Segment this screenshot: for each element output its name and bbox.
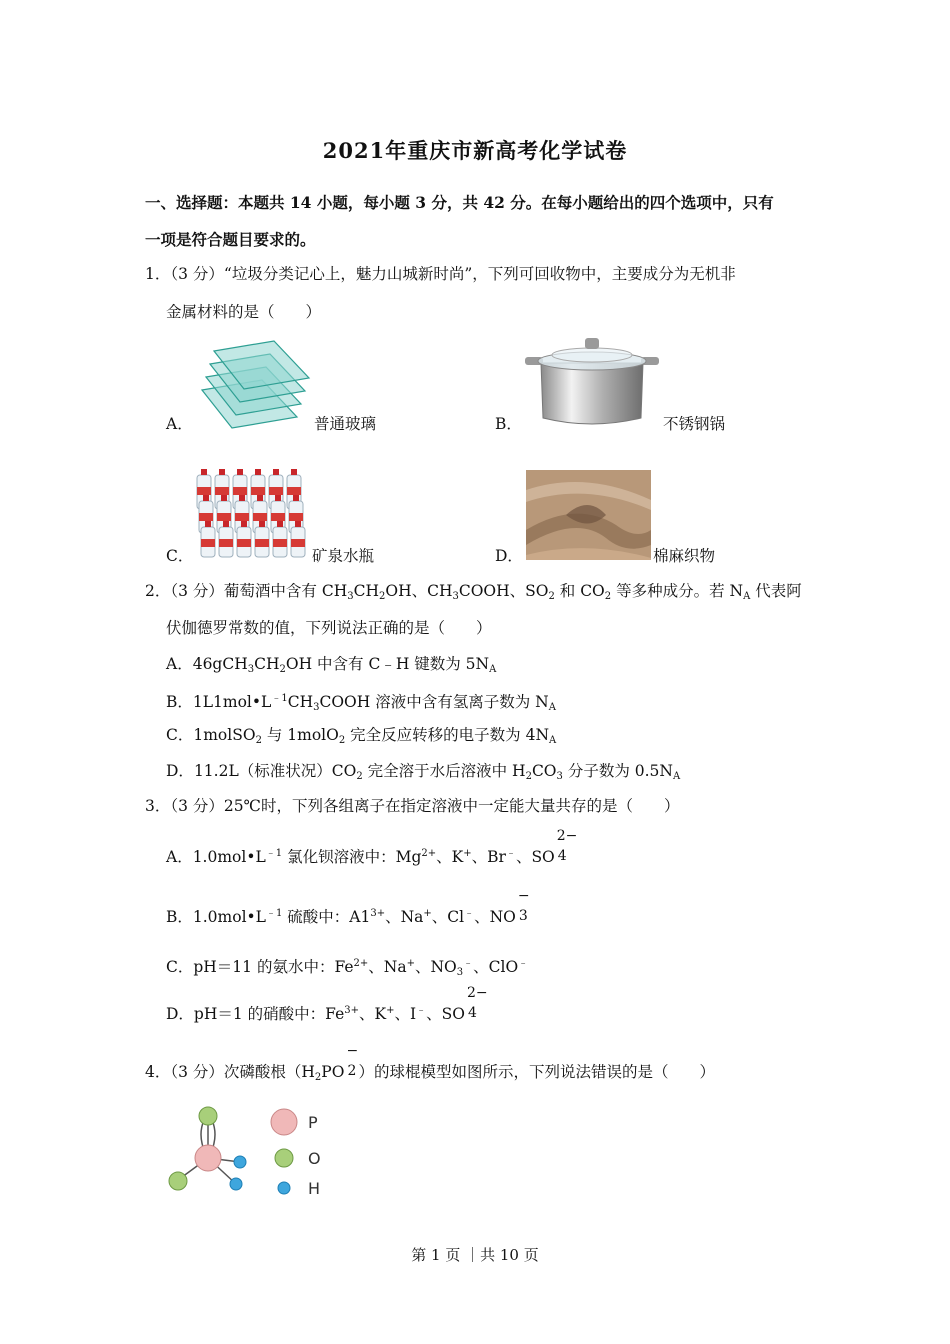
q2-option-b-letter: B． <box>166 693 193 711</box>
q1-option-c-label: 矿泉水瓶 <box>312 547 375 565</box>
q2-option-b: B．$1L1mol•L^{﹣1}CH_3COOH$ 溶液中含有氢离子数为 $N_A$ <box>166 693 556 713</box>
q2-option-a-letter: A． <box>166 655 193 673</box>
section-heading-line2: 一项是符合题目要求的。 <box>145 230 316 249</box>
legend-h-ball <box>278 1182 290 1194</box>
q2-stem-text: 2．（3 分）葡萄酒中含有 CH <box>145 582 348 600</box>
hydrogen-atom-1 <box>234 1156 246 1168</box>
oxygen-atom-left <box>169 1172 187 1190</box>
q1-option-b-label: 不锈钢锅 <box>663 415 726 433</box>
legend-p-ball <box>271 1109 297 1135</box>
fabric-icon <box>526 470 651 560</box>
q2-option-c-letter: C． <box>166 726 194 744</box>
q4-stem: 4．（3 分）次磷酸根（$H_2PO$ − 2 ）的球棍模型如图所示，下列说法错误的是（ ） <box>145 1043 715 1083</box>
q1-option-b-letter: B． <box>495 415 522 433</box>
q3-option-b: B．$1.0mol•L^{﹣1}$ 硫酸中：$A1^{3+}$、Na+、Cl﹣、NO − 3 <box>166 888 530 926</box>
q3-option-a: A．$1.0mol•L^{﹣1}$ 氯化钡溶液中：$Mg^{2+}$、K+、Br﹣、SO 2− 4 <box>166 828 578 866</box>
page-title: 2021年重庆市新高考化学试卷 <box>322 138 628 163</box>
q4-stem-text-a: 4．（3 分）次磷酸根（H <box>145 1063 315 1081</box>
q1-option-a-letter: A． <box>166 415 193 433</box>
q1-option-d-label: 棉麻织物 <box>653 547 716 565</box>
legend-h-label: H <box>308 1179 321 1198</box>
legend-o-ball <box>275 1149 293 1167</box>
q1-option-d-letter: D． <box>495 547 523 565</box>
q1-option-a-label: 普通玻璃 <box>314 415 377 433</box>
q1-option-c-letter: C． <box>166 547 194 565</box>
q1-stem-line1: 1．（3 分）“垃圾分类记心上，魅力山城新时尚”，下列可回收物中，主要成分为无机非 <box>145 265 736 283</box>
q2-option-d: D．11.2L（标准状况）$CO_2$ 完全溶于水后溶液中 $H_2CO_3$ 分子数为 $0.5N_A$ <box>166 762 681 782</box>
ball-stick-model <box>160 1100 360 1200</box>
q2-option-a: A．$46gCH_3CH_2OH$ 中含有 C﹣H 键数为 $5N_A$ <box>166 655 497 675</box>
q2-option-d-letter: D． <box>166 762 194 780</box>
q3-option-d: D．pH＝1 的硝酸中：$Fe^{3+}$、K+、I﹣、SO 2− 4 <box>166 985 488 1023</box>
page-footer: 第 1 页 ｜共 10 页 <box>411 1246 539 1264</box>
q2-stem-line1: 2．（3 分）葡萄酒中含有 $CH_3CH_2OH$、$CH_3COOH$、$SO_2$ 和 $CO_2$ 等多种成分。若 $N_A$ 代表阿 <box>145 582 802 602</box>
q1-stem-line2: 金属材料的是（ ） <box>166 303 322 321</box>
q2-stem-line2: 伏伽德罗常数的值，下列说法正确的是（ ） <box>166 619 492 637</box>
q4-stem-text-b: ）的球棍模型如图所示，下列说法错误的是（ ） <box>358 1063 715 1081</box>
oxygen-atom-top <box>199 1107 217 1125</box>
phosphorus-atom <box>195 1145 221 1171</box>
legend-o-label: O <box>308 1149 321 1168</box>
q3-option-c: C．pH＝11 的氨水中：$Fe^{2+}$、Na+、$NO_3^﹣$、ClO﹣ <box>166 958 529 978</box>
glass-sheets-icon <box>192 335 314 430</box>
water-bottles-icon <box>193 465 311 560</box>
section-heading-line1: 一、选择题：本题共 14 小题，每小题 3 分，共 42 分。在每小题给出的四个选项中，只有 <box>145 193 774 212</box>
q3-stem: 3．（3 分）25℃时，下列各组离子在指定溶液中一定能大量共存的是（ ） <box>145 797 680 815</box>
hydrogen-atom-2 <box>230 1178 242 1190</box>
steel-pot-icon <box>523 333 661 430</box>
legend-p-label: P <box>308 1113 318 1132</box>
q2-option-c: C．1molSO$_2$ 与 1molO$_2$ 完全反应转移的电子数为 $4N_A$ <box>166 726 557 746</box>
